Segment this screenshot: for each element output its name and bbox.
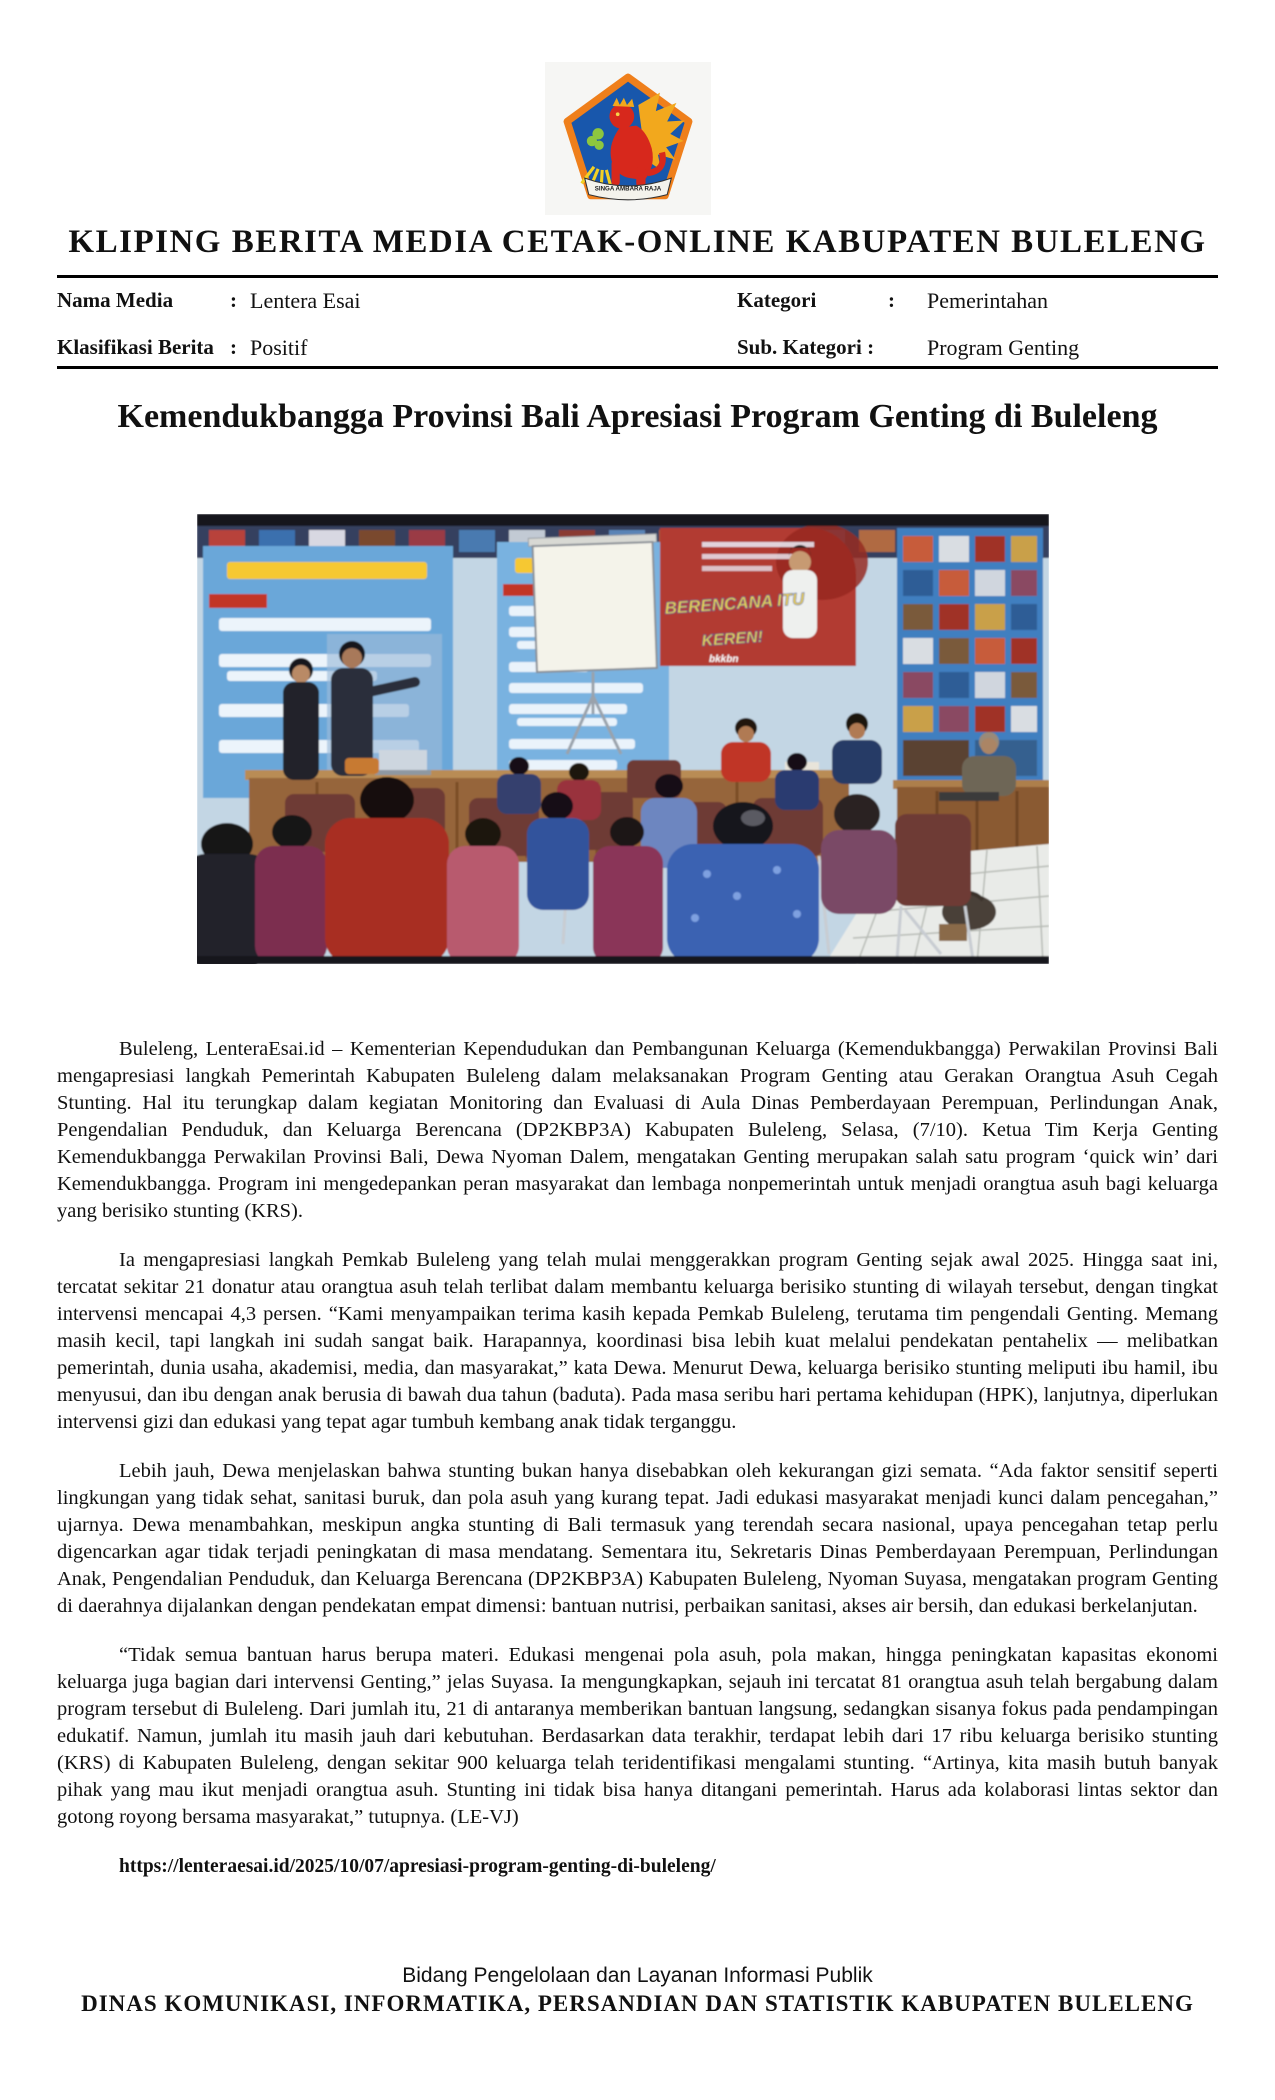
meta-value-klasifikasi: Positif [250, 335, 308, 360]
paragraph-3: Lebih jauh, Dewa menjelaskan bahwa stunting bukan hanya disebabkan oleh kekurangan gizi semata. “Ada faktor sensitif seperti lingkungan yang tidak sehat, sanitasi buruk, dan pola asuh yang kurang tepat. Jadi edukasi masyarakat menjadi kunci dalam pencegahan,” ujarnya. Dewa menambahkan, meskipun angka stunting di Bali termasuk yang terendah secara nasional, upaya pencegahan tetap perlu digencarkan agar tidak terjadi peningkatan di masa mendatang. Sementara itu, Sekretaris Dinas Pemberdayaan Perempuan, Perlindungan Anak, Pengendalian Penduduk, dan Keluarga Berencana (DP2KBP3A) Kabupaten Buleleng, Nyoman Suyasa, mengatakan program Genting di daerahnya dijalankan dengan pendekatan empat dimensi: bantuan nutrisi, perbaikan sanitasi, akses air bersih, dan edukasi berkelanjutan. [57, 1460, 1218, 1617]
meta-separator: : [230, 288, 237, 312]
meta-label-sub-kategori: Sub. Kategori : [737, 335, 875, 359]
paragraph-4: “Tidak semua bantuan harus berupa materi. Edukasi mengenai pola asuh, pola makan, hingga peningkatan kapasitas ekonomi keluarga juga bagian dari intervensi Genting,” jelas Suyasa. Ia mengungkapkan, sejauh ini tercatat 81 orangtua asuh telah bergabung dalam program tersebut di Buleleng. Dari jumlah itu, 21 di antaranya memberikan bantuan langsung, sedangkan sisanya fokus pada pendampingan edukatif. Namun, jumlah itu masih jauh dari kebutuhan. Berdasarkan data terakhir, terdapat lebih dari 17 ribu keluarga berisiko stunting (KRS) di Kabupaten Buleleng, dengan sekitar 900 keluarga telah teridentifikasi mengalami stunting. “Artinya, kita masih butuh banyak pihak yang mau ikut menjadi orangtua asuh. Stunting ini tidak bisa hanya ditangani pemerintah. Harus ada kolaborasi lintas sektor dan gotong royong bersama masyarakat,” tutupnya. (LE-VJ) [57, 1644, 1218, 1828]
emblem-ribbon-text: SINGA AMBARA RAJA [594, 185, 662, 193]
divider-top [57, 275, 1218, 278]
buleleng-emblem [545, 62, 711, 215]
paragraph-2: Ia mengapresiasi langkah Pemkab Buleleng yang telah mulai menggerakkan program Genting sejak awal 2025. Hingga saat ini, tercatat sekitar 21 donatur atau orangtua asuh telah terlibat dalam membantu keluarga berisiko stunting di wilayah tersebut, dengan tingkat intervensi mencapai 4,3 persen. “Kami menyampaikan terima kasih kepada Pemkab Buleleng, terutama tim pengendali Genting. Memang masih kecil, tapi langkah ini sudah sangat baik. Harapannya, koordinasi bisa lebih kuat melalui pendekatan pentahelix — melibatkan pemerintah, dunia usaha, akademisi, media, dan masyarakat,” kata Dewa. Menurut Dewa, keluarga berisiko stunting meliputi ibu hamil, ibu menyusui, dan ibu dengan anak berusia di bawah dua tahun (baduta). Pada masa seribu hari pertama kehidupan (HPK), lanjutnya, diperlukan intervensi gizi dan edukasi yang tepat agar tumbuh kembang anak tidak terganggu. [57, 1249, 1218, 1433]
banner-text-line2: KEREN! [701, 628, 764, 650]
meta-label-klasifikasi: Klasifikasi Berita [57, 335, 214, 359]
meta-label-nama-media: Nama Media [57, 288, 174, 312]
bkkbn-logo-text: bkkbn [709, 654, 739, 665]
source-url[interactable]: https://lenteraesai.id/2025/10/07/apresiasi-program-genting-di-buleleng/ [119, 1856, 716, 1877]
meta-separator: : [888, 288, 895, 312]
meta-separator: : [230, 335, 237, 359]
banner-text-line1: BERENCANA ITU [663, 589, 806, 618]
meta-label-kategori: Kategori [737, 288, 817, 312]
meta-value-kategori: Pemerintahan [927, 288, 1048, 313]
meta-value-sub-kategori: Program Genting [927, 335, 1080, 360]
footer-division: Bidang Pengelolaan dan Layanan Informasi Publik [402, 1964, 873, 1987]
article-headline: Kemendukbangga Provinsi Bali Apresiasi Program Genting di Buleleng [117, 398, 1158, 435]
document-title: KLIPING BERITA MEDIA CETAK-ONLINE KABUPATEN BULELENG [68, 224, 1207, 260]
footer-agency: DINAS KOMUNIKASI, INFORMATIKA, PERSANDIAN DAN STATISTIK KABUPATEN BULELENG [81, 1991, 1194, 2016]
divider-meta [57, 366, 1218, 369]
campaign-banner [660, 524, 868, 666]
projector-screen [528, 534, 661, 672]
buleleng-emblem-graphic [561, 72, 695, 206]
paragraph-1: Buleleng, LenteraEsai.id – Kementerian Kependudukan dan Pembangunan Keluarga (Kemendukbangga) Perwakilan Provinsi Bali mengapresiasi langkah Pemerintah Kabupaten Buleleng dalam melaksanakan Program Genting atau Gerakan Orangtua Asuh Cegah Stunting. Hal itu terungkap dalam kegiatan Monitoring dan Evaluasi di Aula Dinas Pemberdayaan Perempuan, Perlindungan Anak, Pengendalian Penduduk, dan Keluarga Berencana (DP2KBP3A) Kabupaten Buleleng, Selasa, (7/10). Ketua Tim Kerja Genting Kemendukbangga Perwakilan Provinsi Bali, Dewa Nyoman Dalem, mengatakan Genting merupakan salah satu program ‘quick win’ dari Kemendukbangga. Program ini mengedepankan peran masyarakat dan lembaga nonpemerintah untuk menjadi orangtua asuh bagi keluarga yang berisiko stunting (KRS). [57, 1038, 1218, 1222]
meta-value-nama-media: Lentera Esai [250, 288, 361, 313]
article-body [57, 1036, 1218, 1902]
article-photo [197, 514, 1049, 964]
